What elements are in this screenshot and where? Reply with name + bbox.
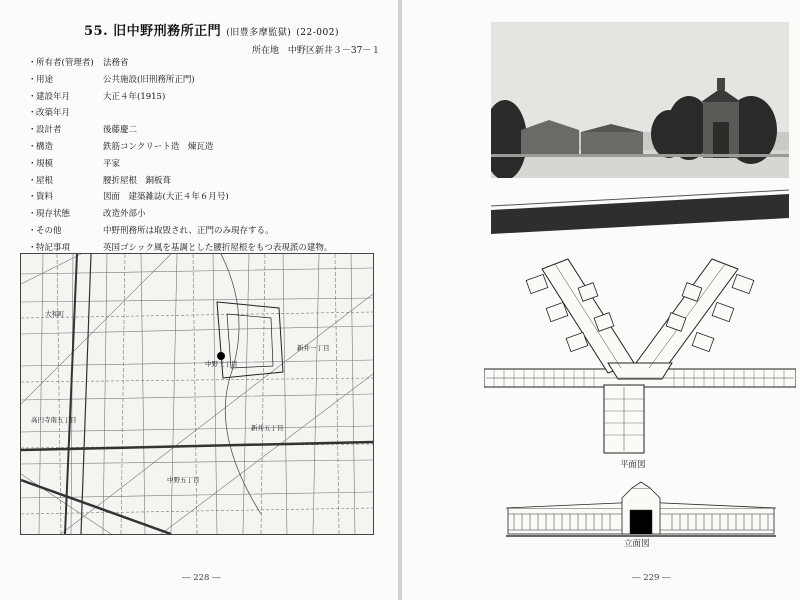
property-key: 特記事項: [36, 242, 71, 253]
map-label: 高円寺南五丁目: [31, 416, 77, 424]
property-key: 規模: [36, 158, 54, 169]
property-row: [28, 89, 388, 106]
page-number: ― 228 ―: [182, 573, 221, 583]
location-label: 所在地: [252, 46, 280, 56]
map-drawing: [21, 254, 373, 534]
property-row: [28, 55, 388, 72]
property-key: 建設年月: [36, 91, 71, 102]
property-key: 屋根: [36, 175, 54, 186]
scan-shadow-band: [491, 178, 789, 234]
bullet: ・: [28, 158, 37, 169]
bullet: ・: [28, 192, 37, 203]
property-value: 図面 建築雑誌(大正４年６月号): [103, 192, 229, 203]
bullet: ・: [28, 91, 37, 102]
property-value: 英国ゴシック風を基調とした腰折屋根をもつ表現派の建物。: [103, 242, 333, 253]
property-key: 改築年月: [36, 108, 71, 119]
property-row: [28, 139, 388, 156]
property-row: [28, 206, 388, 223]
bullet: ・: [28, 225, 37, 236]
page-number: ― 229 ―: [632, 573, 671, 583]
floor-plan-drawing: [484, 255, 796, 463]
map-label: 新井一丁目: [297, 344, 330, 352]
property-list: [28, 55, 388, 257]
location-marker: [217, 352, 225, 360]
bullet: ・: [28, 175, 37, 186]
building-photo-drawing: [491, 22, 789, 178]
bullet: ・: [28, 58, 37, 68]
property-row: [28, 122, 388, 139]
location-value: 中野区新井３－37－１: [287, 46, 381, 56]
map-label: 中野三丁目: [205, 360, 238, 368]
right-page: [402, 0, 800, 600]
location-map: [20, 253, 374, 535]
property-row: [28, 105, 388, 122]
elevation-caption: 立面図: [624, 539, 650, 549]
bullet: ・: [28, 141, 37, 152]
elevation-drawing: [506, 480, 776, 540]
property-key: 構造: [36, 141, 54, 152]
property-key: 所有者(管理者): [36, 58, 94, 68]
elevation-svg: [506, 480, 776, 540]
bullet: ・: [28, 125, 37, 136]
property-value: 後藤慶二: [103, 125, 138, 136]
plan-caption: 平面図: [620, 460, 646, 470]
property-key: 設計者: [36, 125, 62, 136]
property-value: 中野刑務所は取毀され、正門のみ現存する。: [103, 225, 274, 236]
property-value: 大正４年(1915): [103, 91, 166, 102]
property-row: [28, 173, 388, 190]
bullet: ・: [28, 74, 37, 85]
property-key: 資料: [36, 192, 54, 203]
property-value: 法務省: [103, 58, 129, 68]
property-key: 現存状態: [36, 209, 71, 220]
property-value: 公共施設(旧刑務所正門): [103, 74, 195, 85]
property-value: 腰折屋根 銅板葺: [103, 175, 172, 186]
title-main: 旧中野刑務所正門: [113, 24, 222, 39]
floor-plan: [484, 255, 796, 463]
property-row: [28, 156, 388, 173]
bullet: ・: [28, 242, 37, 253]
property-key: その他: [36, 225, 62, 236]
property-value: 鉄筋コンクリート造 煉瓦造: [103, 141, 214, 152]
building-photo: [491, 22, 789, 178]
property-row: [28, 72, 388, 89]
property-key: 用途: [36, 74, 54, 85]
page-title: [84, 20, 339, 39]
map-label: 大和町: [45, 310, 65, 318]
title-code: (22-002): [296, 28, 339, 38]
title-sub: (旧豊多摩監獄): [226, 28, 292, 38]
property-value: 改造外部小: [103, 209, 146, 220]
property-row: [28, 223, 388, 240]
left-page: [0, 0, 398, 600]
entry-number: 55.: [84, 24, 109, 39]
bullet: ・: [28, 209, 37, 220]
bullet: ・: [28, 108, 37, 119]
property-row: [28, 189, 388, 206]
map-label: 新井五丁目: [251, 424, 284, 432]
scan-shadow-drawing: [491, 178, 789, 234]
map-label: 中野五丁目: [167, 476, 200, 484]
property-value: 平家: [103, 158, 121, 169]
